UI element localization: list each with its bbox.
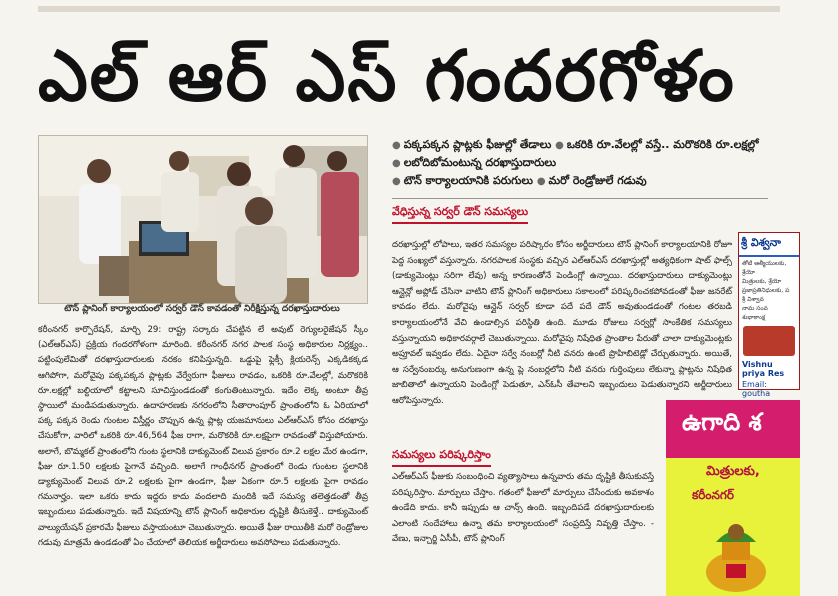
- bullet-icon: ●: [392, 140, 401, 151]
- headline: ఎల్ ఆర్ ఎస్ గందరగోళం: [38, 35, 736, 117]
- ad-line: మిత్రులకు, శ్రేయో: [742, 278, 782, 285]
- bullet-icon: ●: [536, 176, 546, 187]
- bullet-row: [392, 136, 768, 172]
- bullet-icon: ●: [555, 140, 564, 151]
- ad-line: తోటి ఆత్మీయులకు, శ్రేయో: [742, 260, 787, 276]
- bullet-icon: ●: [392, 158, 401, 169]
- highlight-bullets: [392, 136, 768, 190]
- ad-lines: [739, 257, 799, 324]
- main-article-body: కరీంనగర్ కార్పొరేషన్, మార్చి 29: రాష్ట్ర సర్కారు చేపట్టిన లే అవుట్ రెగ్యులరైజేషన్ స్కీం (ఎల్ఆర్ఎస్) ప్రక్రియ గందరగోళంగా మారింది. కరీంనగర్ నగర పాలక సంస్థ అధికారుల నిర్లక్ష్యం.. పట్టింపులేమితో దరఖాస్తుదారులకు నరకం కనిపిస్తున్నది. ఒడ్డుపై ఫ్లెక్సీ క్లియరెన్స్ ఎక్కడికక్కడ ఆగిపోగా, మరోవైపు పక్కపక్కన ప్లాట్లకు వేర్వేరుగా ఫీజులు రావడం, ఒకరికి రూ.వేలల్లో, మరొకరికి రూ.లక్షల్లో బల్దియాలో కట్టాలని సూచిస్తుండడంతో కంగుతింటున్నారు. ఇదేం లెక్క అంటూ తీవ్ర స్థాయిలో మండిపడుతున్నారు. ఉదాహరణకు నగరంలోని సీతారాంపూర్ ప్రాంతంలోని ఓ ఏరియాలో పక్క పక్కన రెండు గుంటల విస్తీర్ణం చొప్పున ఉన్న ప్లాట్ల యజమానులు ఎల్ఆర్ఎస్ కోసం దరఖాస్తు చేసుకోగా, వారిలో ఒకరికి రూ.46,564 ఫీజ రాగా, మరొకరికి రూ.లక్షపైగా రావడంతో విస్తుపోయారు. అలాగే, బొమ్మకల్ ప్రాంతంలోని గుంట స్థలానికి దాక్యుమెంట్ విలువ ప్రకారం రూ.2 లక్షల మేర ఉండగా, ఫీజు రూ.1.50 లక్షలకు పైగానే వచ్చింది. అలాగే గాంధీనగర్ ప్రాంతంలో రెండు గుంటల స్థలానికి డ్యాక్యుమెంట్ విలువ రూ.2 లక్షలకు పైగా ఉండగా, ఫీజు ఏకంగా రూ.5 లక్షలకు పైగా రావడం గమనార్హం. ఇలా ఒకరు కాదు ఇద్దరు కాదు వందలాది మందికి ఇదే సమస్య తలెత్తడంతో తీవ్ర ఇబ్బందులు పడుతున్నారు. ఇదే విషయాన్ని టౌన్ ప్లానింగ్ అధికారుల దృష్టికి తీసుకెళ్తే.. దాక్యుమెంట్ వాల్యుయేషన్ ప్రకారమే ఫీజులు వస్తాయంటూ చెబుతున్నారు. అయితే ఫీజు రాయితీకి మరో రెండ్రోజుల గడువు మాత్రమే ఉండడంతో ఏం చేయాలో తెలియక అర్జీదారులు అవసోపాలు పడుతున్నారు.: [38, 325, 368, 548]
- top-rule: [38, 6, 780, 12]
- ad-line: మిత్రులకు,: [706, 464, 760, 479]
- ad-banner: [666, 400, 800, 458]
- section-body-server: దరఖాస్తుల్లో లోపాలు, ఇతర సమస్యల పరిష్కారం కోసం అర్జీదారులు టౌన్ ప్లానింగ్ కార్యాలయానికి రోజూ పెద్ద సంఖ్యలో వస్తున్నారు. నగరపాలక సంస్థకు వచ్చిన ఎల్ఆర్ఎస్ దరఖాస్తుల్లో అత్యధికంగా షాట్ ఫాల్స్ (డాక్యుమెంట్లు సరిగా లేవు) అన్న కారణంతోనే పెండింగ్లో ఉన్నాయి. దరఖాస్తుదారులు దాక్యుమెంట్లు ఆన్లైన్లో అప్లోడ్ చేసినా వాటిని టౌన్ ప్లానింగ్ అధికారులు సకాలంలో పరిష్కరించకపోవడంతో ఫీజు జనరేట్ కావడం లేదు. మరోవైపు ఆన్లైన్ సర్వర్ కూడా పదే పదే డౌన్ అవుతుండడంతో గంటల తరబడి కార్యాలయంలోనే వేచి ఉండాల్సిన పరిస్థితి ఉంది. మూడు రోజులు సర్వర్లో సాంకేతిక సమస్యలు వస్తున్నాయని అధికారవర్గాలే చెబుతున్నాయి. మరోవైపు నిషేధిత ప్రాంతాల పేరుతో చాలా దాక్యుమెంట్లకు అప్రూవల్ ఇవ్వడం లేదు. ఏదైనా సర్వే నంబర్లో నీటి వనరు ఉంటే ప్రొహిబిటెడ్లో చేర్చుతున్నారు. అయితే, ఆ సర్వేనంబర్కు అనుగుణంగా ఉన్న ప్లె నంబర్లలోని నీటి వనరు గుర్తింపులు లేకున్నా ప్లాట్లను నిషేధిత జాబితాలో ఉన్నాయని పెండింగ్లో పెడుతూ, ఎన్ఓసీ తేవాలని ఇబ్బందులు పెడుతున్నారని అర్జీదారులు ఆరోపిస్తున్నారు.: [392, 240, 732, 406]
- section-heading-server: వేధిస్తున్న సర్వర్ డౌన్ సమస్యలు: [392, 205, 528, 224]
- office-scene-image: [39, 136, 367, 303]
- bullet-text: ఒకరికి రూ.వేలల్లో వస్తే.. మరొకరికి రూ.లక్షల్లో: [566, 138, 759, 151]
- bullet-text: పక్కపక్కన ప్లాట్లకు ఫీజుల్లో తేడాలు: [403, 138, 552, 151]
- section-heading-solution: సమస్యలు పరిష్కరిస్తాం: [392, 448, 491, 467]
- ad-name: Vishnu priya Res: [742, 360, 785, 378]
- ad-line: నామ సంవ: [742, 305, 768, 312]
- bullet-text: మరో రెండ్రోజులే గడువు: [548, 174, 647, 187]
- ad-line: కరీంనగర్: [692, 488, 735, 502]
- kalash-pot-icon: [696, 520, 776, 592]
- advertisement-greeting: [738, 232, 800, 398]
- bullet-row: [392, 172, 768, 190]
- ad-decoration: [743, 326, 795, 356]
- divider: [392, 198, 768, 199]
- bullet-text: లబోదిబోమంటున్న దరఖాస్తుదారులు: [403, 156, 557, 169]
- news-photo: [38, 135, 368, 304]
- ad-line: శ్రీ విశ్వావ: [742, 296, 764, 303]
- ad-brand: శ్రీ విశ్వనా: [739, 233, 799, 257]
- ad-line: శుభాకాంక్ష: [742, 314, 766, 321]
- solution-byline: - వేణు, ఇన్చార్జి ఏసీపీ, టౌన్ ప్లానింగ్: [392, 518, 655, 545]
- photo-caption: టౌన్ ప్లానింగ్ కార్యాలయంలో సర్వర్ డౌన్ కావడంతో నిరీక్షిస్తున్న దరఖాస్తుదారులు: [64, 304, 340, 314]
- advertisement-ugadi: [666, 400, 800, 596]
- ad-title: ఉగాది శ: [682, 408, 762, 436]
- solution-text: ఎల్ఆర్ఎస్ ఫీజుకు సంబంధించి వ్యత్యాసాలు ఉన్నవారు తమ దృష్టికి తీసుకువస్తే పరిష్కరిస్తాం. మార్పులు చేస్తాం. గతంలో ఫీజులో మార్పులు చేసేందుకు అవకాశం ఉండేది కాదు. కానీ ఇప్పుడు ఆ చాన్స్ ఉంది. ఇబ్బందిపడే దరఖాస్తుదారులకు ఎలాంటి సందేహాలు ఉన్నా తమ కార్యాలయంలో సంప్రదిస్తే నివృత్తి చేస్తాం.: [392, 472, 654, 529]
- ad-line: ప్రజాప్రతినిధులకు, ప: [742, 287, 790, 294]
- bullet-text: టౌన్ కార్యాలయానికి పరుగులు: [403, 174, 533, 187]
- bullet-icon: ●: [392, 176, 401, 187]
- section-body-solution: [392, 470, 654, 548]
- page-top-strip: [0, 0, 800, 22]
- ad-email: Email: goutha: [742, 380, 771, 398]
